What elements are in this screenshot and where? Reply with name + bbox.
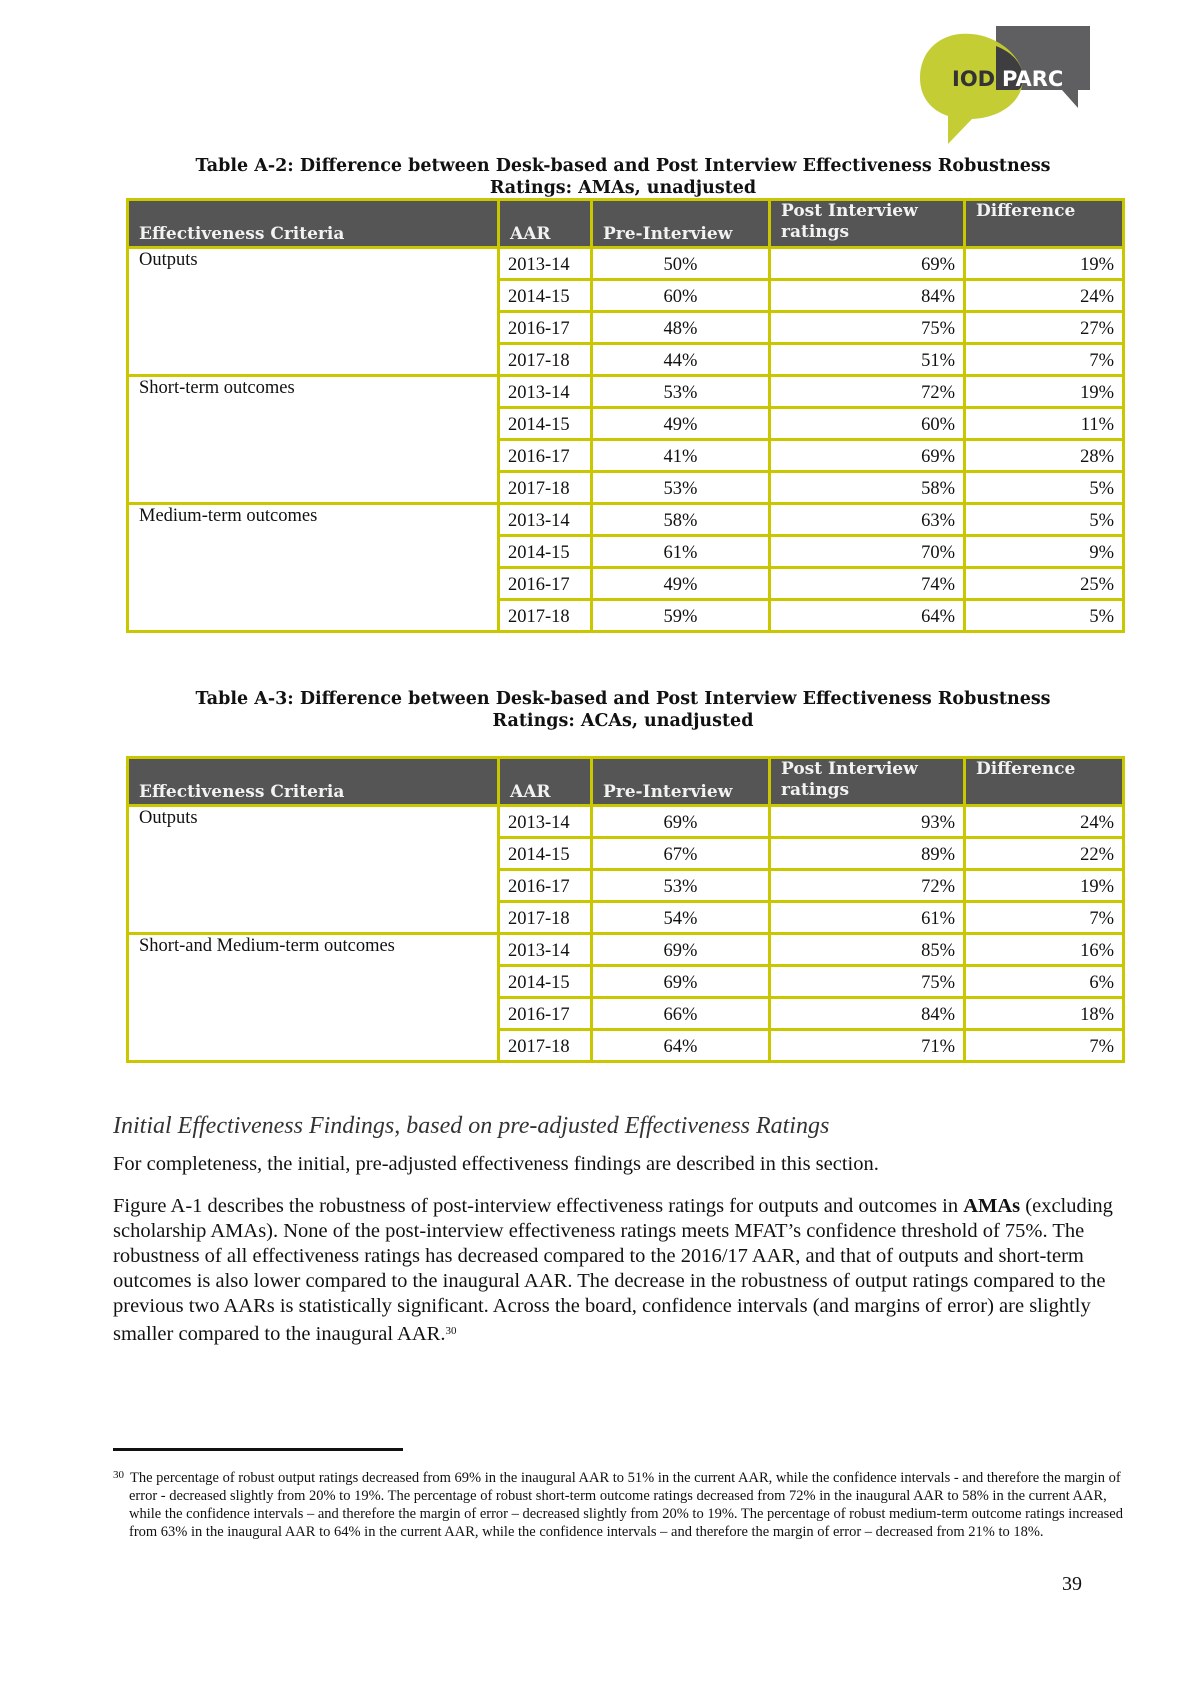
pre-interview-cell: 41% [592, 440, 770, 472]
difference-cell: 24% [965, 280, 1124, 312]
difference-cell: 7% [965, 902, 1124, 934]
difference-cell: 28% [965, 440, 1124, 472]
post-interview-cell: 72% [770, 870, 965, 902]
table-row [128, 376, 1124, 408]
header-post-interview: Post Interview ratings [770, 758, 965, 806]
table-row [128, 934, 1124, 966]
header-effectiveness-criteria: Effectiveness Criteria [128, 758, 499, 806]
post-interview-cell: 75% [770, 312, 965, 344]
post-interview-cell: 51% [770, 344, 965, 376]
difference-cell: 22% [965, 838, 1124, 870]
paragraph-figure-a1: Figure A-1 describes the robustness of post-interview effectiveness ratings for outputs and outcomes in AMAs (excluding scholarship AMAs). None of the post-interview effectiveness ratings meets MFAT’s confidence threshold of 75%. The robustness of all effectiveness ratings has decreased compared to the 2016/17 AAR, and that of outputs and short-term outcomes is also lower compared to the inaugural AAR. The decrease in the robustness of output ratings compared to the previous two AARs is statistically significant. Across the board, confidence intervals (and margins of error) are slightly smaller compared to the inaugural AAR.$^{30}$ [113, 1195, 1113, 1345]
difference-cell: 19% [965, 870, 1124, 902]
pre-interview-cell: 59% [592, 600, 770, 632]
table-a2 [126, 198, 1125, 633]
header-aar: AAR [499, 758, 592, 806]
post-interview-cell: 58% [770, 472, 965, 504]
aar-cell: 2014-15 [499, 966, 592, 998]
footnote-text: The percentage of robust output ratings decreased from 69% in the inaugural AAR to 51% in the current AAR, while the confidence intervals - and therefore the margin of error - decreased slightly from 20% to 19%. The percentage of robust short-term outcome ratings decreased from 72% in the inaugural AAR to 58% in the current AAR, while the confidence intervals – and therefore the margin of error – decreased slightly from 20% to 19%. The percentage of robust medium-term outcome ratings increased from 63% in the inaugural AAR to 64% in the current AAR, while the confidence intervals – and therefore the margin of error – decreased from 21% to 18%. [129, 1470, 1123, 1540]
difference-cell: 5% [965, 600, 1124, 632]
difference-cell: 18% [965, 998, 1124, 1030]
aar-cell: 2014-15 [499, 536, 592, 568]
pre-interview-cell: 69% [592, 966, 770, 998]
pre-interview-cell: 58% [592, 504, 770, 536]
pre-interview-cell: 69% [592, 806, 770, 838]
paragraph-completeness: For completeness, the initial, pre-adjusted effectiveness findings are described in this section. [113, 1153, 879, 1175]
difference-cell: 19% [965, 248, 1124, 280]
pre-interview-cell: 69% [592, 934, 770, 966]
pre-interview-cell: 48% [592, 312, 770, 344]
aar-cell: 2016-17 [499, 998, 592, 1030]
post-interview-cell: 84% [770, 998, 965, 1030]
post-interview-cell: 89% [770, 838, 965, 870]
aar-cell: 2013-14 [499, 248, 592, 280]
header-aar: AAR [499, 200, 592, 248]
aar-cell: 2016-17 [499, 568, 592, 600]
difference-cell: 16% [965, 934, 1124, 966]
table-a2-caption: Table A-2: Difference between Desk-based and Post Interview Effectiveness Robustness Ratings: AMAs, unadjusted [195, 156, 1051, 198]
pre-interview-cell: 60% [592, 280, 770, 312]
post-interview-cell: 72% [770, 376, 965, 408]
pre-interview-cell: 44% [592, 344, 770, 376]
pre-interview-cell: 54% [592, 902, 770, 934]
post-interview-cell: 61% [770, 902, 965, 934]
difference-cell: 19% [965, 376, 1124, 408]
table-header-row [128, 758, 1124, 806]
aar-cell: 2017-18 [499, 1030, 592, 1062]
table-a3-caption: Table A-3: Difference between Desk-based and Post Interview Effectiveness Robustness Ratings: ACAs, unadjusted [195, 689, 1051, 731]
table-a3 [126, 756, 1125, 1063]
post-interview-cell: 84% [770, 280, 965, 312]
pre-interview-cell: 61% [592, 536, 770, 568]
header-difference: Difference [965, 200, 1124, 248]
table-row [128, 806, 1124, 838]
header-post-interview: Post Interview ratings [770, 200, 965, 248]
aar-cell: 2014-15 [499, 280, 592, 312]
logo-text-iod: IOD [952, 67, 996, 91]
bold-amas: AMAs [963, 1195, 1021, 1217]
pre-interview-cell: 50% [592, 248, 770, 280]
aar-cell: 2013-14 [499, 934, 592, 966]
footnote-30 [113, 1466, 1129, 1541]
pre-interview-cell: 53% [592, 376, 770, 408]
table-row [128, 504, 1124, 536]
criteria-cell: Short-and Medium-term outcomes [128, 934, 499, 1062]
criteria-cell: Short-term outcomes [128, 376, 499, 504]
header-pre-interview: Pre-Interview [592, 758, 770, 806]
aar-cell: 2013-14 [499, 504, 592, 536]
aar-cell: 2017-18 [499, 600, 592, 632]
criteria-cell: Medium-term outcomes [128, 504, 499, 632]
post-interview-cell: 69% [770, 248, 965, 280]
post-interview-cell: 85% [770, 934, 965, 966]
post-interview-cell: 75% [770, 966, 965, 998]
post-interview-cell: 69% [770, 440, 965, 472]
footnote-reference[interactable]: 30 [445, 1325, 457, 1337]
pre-interview-cell: 49% [592, 408, 770, 440]
post-interview-cell: 60% [770, 408, 965, 440]
difference-cell: 5% [965, 472, 1124, 504]
difference-cell: 25% [965, 568, 1124, 600]
post-interview-cell: 70% [770, 536, 965, 568]
aar-cell: 2017-18 [499, 472, 592, 504]
table-row [128, 248, 1124, 280]
aar-cell: 2016-17 [499, 312, 592, 344]
section-heading: Initial Effectiveness Findings, based on pre-adjusted Effectiveness Ratings [113, 1113, 830, 1139]
header-difference: Difference [965, 758, 1124, 806]
post-interview-cell: 93% [770, 806, 965, 838]
logo-text-parc: PARC [1002, 67, 1064, 91]
aar-cell: 2013-14 [499, 376, 592, 408]
difference-cell: 9% [965, 536, 1124, 568]
pre-interview-cell: 53% [592, 472, 770, 504]
pre-interview-cell: 66% [592, 998, 770, 1030]
post-interview-cell: 71% [770, 1030, 965, 1062]
aar-cell: 2013-14 [499, 806, 592, 838]
pre-interview-cell: 49% [592, 568, 770, 600]
aar-cell: 2016-17 [499, 440, 592, 472]
difference-cell: 11% [965, 408, 1124, 440]
post-interview-cell: 64% [770, 600, 965, 632]
difference-cell: 6% [965, 966, 1124, 998]
aar-cell: 2014-15 [499, 408, 592, 440]
footnote-number: 30 [113, 1469, 124, 1481]
difference-cell: 27% [965, 312, 1124, 344]
pre-interview-cell: 64% [592, 1030, 770, 1062]
difference-cell: 24% [965, 806, 1124, 838]
difference-cell: 7% [965, 344, 1124, 376]
footnote-divider [113, 1448, 403, 1451]
header-pre-interview: Pre-Interview [592, 200, 770, 248]
pre-interview-cell: 53% [592, 870, 770, 902]
pre-interview-cell: 67% [592, 838, 770, 870]
aar-cell: 2017-18 [499, 344, 592, 376]
post-interview-cell: 63% [770, 504, 965, 536]
criteria-cell: Outputs [128, 806, 499, 934]
aar-cell: 2014-15 [499, 838, 592, 870]
iod-parc-logo [920, 26, 1100, 144]
difference-cell: 7% [965, 1030, 1124, 1062]
difference-cell: 5% [965, 504, 1124, 536]
header-effectiveness-criteria: Effectiveness Criteria [128, 200, 499, 248]
post-interview-cell: 74% [770, 568, 965, 600]
table-header-row [128, 200, 1124, 248]
aar-cell: 2017-18 [499, 902, 592, 934]
criteria-cell: Outputs [128, 248, 499, 376]
page-number: 39 [1062, 1573, 1082, 1595]
aar-cell: 2016-17 [499, 870, 592, 902]
